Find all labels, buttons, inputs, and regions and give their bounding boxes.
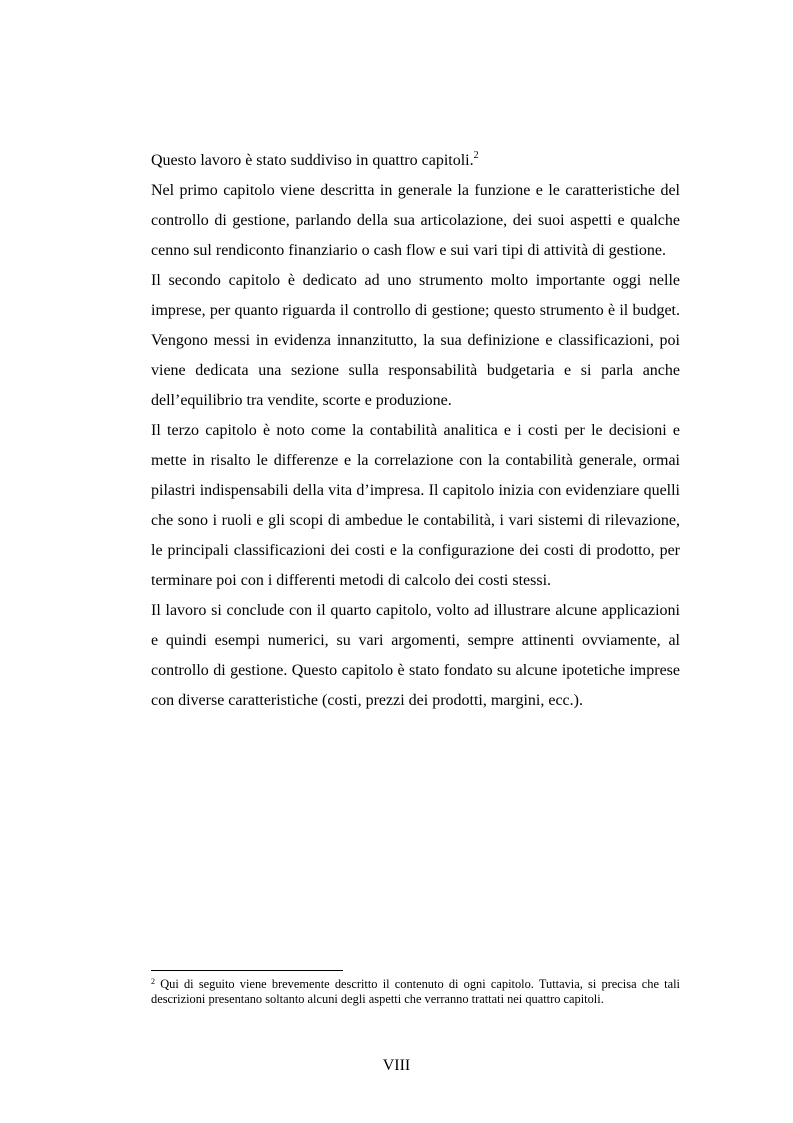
paragraph-chapter-3: Il terzo capitolo è noto come la contabilità analitica e i costi per le decisioni e mette in risalto le differenze e la correlazione con la contabilità generale, ormai pilastri indispensabili della vita d’impresa. Il capitolo inizia con evidenziare quelli che sono i ruoli e gli scopi di ambedue le contabilità, i vari sistemi di rilevazione, le principali classificazioni dei costi e la configurazione dei costi di prodotto, per terminare poi con i differenti metodi di calcolo dei costi stessi. <box>151 422 680 589</box>
footnote-reference[interactable]: 2 <box>473 150 479 161</box>
footnote-separator <box>151 970 343 971</box>
footnote-text: Qui di seguito viene brevemente descritto il contenuto di ogni capitolo. Tuttavia, si precisa che tali descrizioni presentano soltanto alcuni degli aspetti che verranno trattati nei quattro capitoli. <box>151 977 680 1006</box>
intro-paragraph <box>151 146 680 176</box>
intro-text: Questo lavoro è stato suddiviso in quattro capitoli. <box>151 152 474 169</box>
paragraph-chapter-2: Il secondo capitolo è dedicato ad uno strumento molto importante oggi nelle imprese, per quanto riguarda il controllo di gestione; questo strumento è il budget. Vengono messi in evidenza innanzitutto, la sua definizione e classificazioni, poi viene dedicata una sezione sulla responsabilità budgetaria e si parla anche dell’equilibrio tra vendite, scorte e produzione. <box>151 272 680 409</box>
paragraph-chapter-4: Il lavoro si conclude con il quarto capitolo, volto ad illustrare alcune applicazioni e quindi esempi numerici, su vari argomenti, sempre attinenti ovviamente, al controllo di gestione. Questo capitolo è stato fondato su alcune ipotetiche imprese con diverse caratteristiche (costi, prezzi dei prodotti, margini, ecc.). <box>151 602 680 709</box>
footnote-number: 2 <box>151 977 155 986</box>
main-text <box>151 146 680 716</box>
paragraph-chapter-1: Nel primo capitolo viene descritta in generale la funzione e le caratteristiche del controllo di gestione, parlando della sua articolazione, dei suoi aspetti e qualche cenno sul rendiconto finanziario o cash flow e sui vari tipi di attività di gestione. <box>151 182 680 259</box>
page-number: VIII <box>382 1057 411 1074</box>
footnote <box>151 977 680 1007</box>
